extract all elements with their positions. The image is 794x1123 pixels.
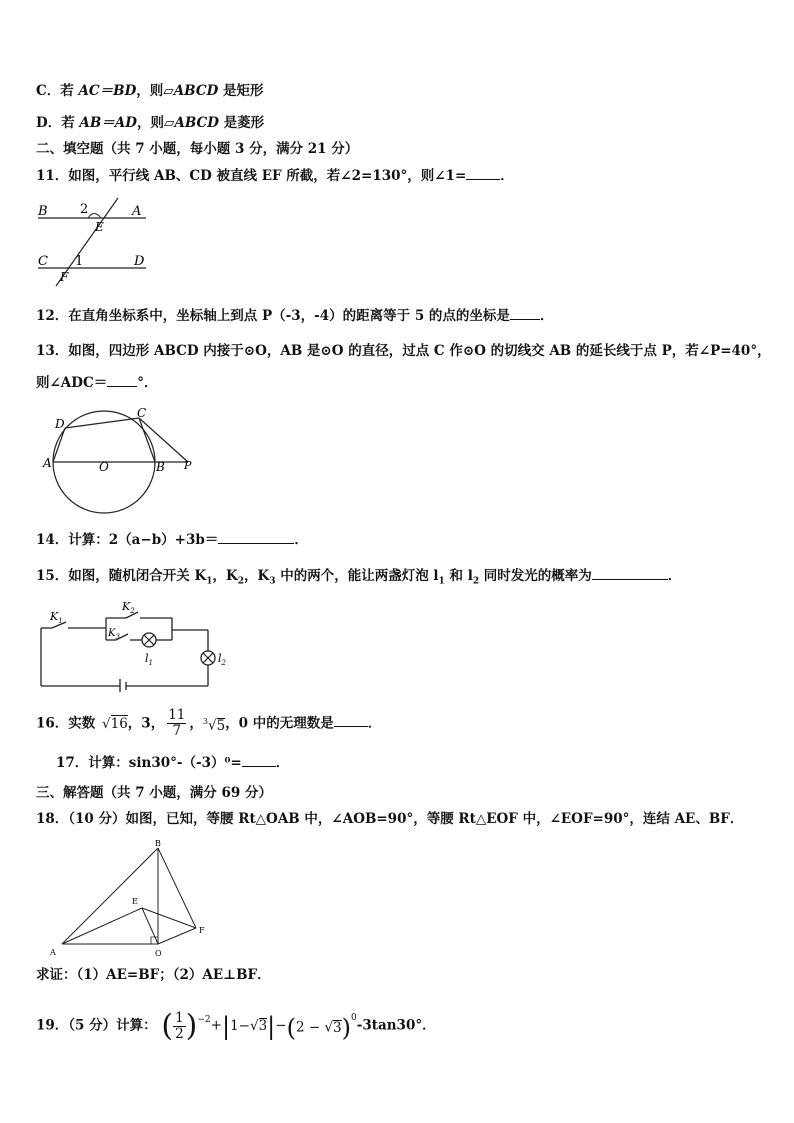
question-13-cont	[36, 373, 158, 392]
q14-text: 14．计算：2（a−b）+3b＝	[36, 532, 219, 548]
q15-sub-1: 1	[206, 576, 213, 587]
option-c-mid: ，则▱	[136, 83, 174, 99]
label-d: D	[134, 254, 145, 269]
q14-answer-blank[interactable]	[218, 530, 294, 544]
label-k1: $K_1$	[50, 610, 63, 625]
angle-2-arc	[88, 214, 101, 219]
q16-sep2: ，	[189, 715, 203, 732]
q15-text-e: 和 l	[444, 568, 473, 584]
q16-sep1: ，3，	[127, 715, 165, 732]
label-d: D	[55, 417, 65, 431]
question-18	[36, 810, 743, 828]
option-d-shape: ABCD	[174, 115, 219, 131]
q17-end: ．	[275, 755, 290, 771]
q16-frac-den: 7	[172, 723, 182, 740]
segment-ab	[62, 848, 158, 944]
q16-fraction	[167, 708, 186, 739]
label-f: F	[199, 926, 205, 935]
label-o: O	[155, 949, 162, 958]
q16-sqrt-arg: 16	[110, 715, 128, 732]
q19-abs-root: 3	[258, 1017, 268, 1034]
option-c-math: AC＝BD	[78, 83, 137, 99]
label-b: B	[38, 204, 48, 219]
q19-exp-zero: 0	[351, 1013, 357, 1023]
q16-answer-blank[interactable]	[334, 713, 368, 727]
label-l1: $l_1$	[145, 652, 153, 667]
option-d-math: AB＝AD	[79, 115, 137, 131]
label-a: A	[43, 456, 52, 470]
q12-text: 12．在直角坐标系中，坐标轴上到点 P（-3，-4）的距离等于 5 的点的坐标是	[36, 308, 510, 324]
q19-exp-neg2: −2	[197, 1015, 211, 1025]
q19-prefix: 19．（5 分）计算：	[36, 1017, 157, 1034]
q15-sub-2: 2	[237, 576, 244, 587]
q16-cbrt-arg: 5	[216, 717, 226, 734]
q19-paren-half: ( $\frac{1}{2}$ )$^{-2}$	[161, 1008, 211, 1044]
question-12	[36, 306, 553, 325]
label-1: 1	[75, 254, 84, 269]
question-16	[36, 701, 381, 743]
label-k3: $K_3$	[108, 628, 120, 641]
q19-par-root: 3	[333, 1019, 342, 1036]
label-l2: $l_2$	[218, 652, 226, 667]
option-d-mid: ，则▱	[137, 115, 175, 131]
q11-figure	[32, 196, 152, 288]
label-b: B	[156, 460, 165, 474]
q16-cbrt-index: 3	[202, 717, 208, 726]
q13-answer-blank[interactable]	[107, 373, 137, 387]
label-b: B	[155, 839, 161, 848]
label-a: A	[132, 204, 142, 219]
q16-suffix: ，0 中的无理数是	[225, 715, 334, 732]
option-c-suffix: 是矩形	[218, 83, 264, 99]
q15-text-f: 同时发光的概率为	[479, 568, 592, 584]
q15-text-b: ，K	[212, 568, 238, 584]
q15-answer-blank[interactable]	[592, 566, 668, 580]
q11-end: ．	[500, 168, 514, 184]
option-d-prefix: D．若	[36, 115, 80, 131]
q15-sub-3: 3	[269, 576, 276, 587]
q13-figure	[38, 404, 198, 514]
label-o: O	[99, 460, 109, 474]
q13-text: 13．如图，四边形 ABCD 内接于⊙O，AB 是⊙O 的直径，过点 C 作⊙O 的切线交 AB 的延长线于点 P，若∠P=40°，	[36, 343, 771, 359]
q19-abs-a: 1−	[230, 1017, 250, 1034]
q19-suffix: -3tan30°．	[356, 1017, 436, 1034]
section-3-heading: 三、解答题（共 7 小题，满分 69 分）	[36, 785, 272, 801]
question-13	[36, 342, 771, 360]
segment-ad	[53, 428, 65, 462]
q15-text-c: ，K	[244, 568, 270, 584]
q19-plus: +	[210, 1017, 222, 1034]
q12-end: ．	[539, 308, 554, 324]
q11-answer-blank[interactable]	[466, 166, 500, 180]
q19-half-num: 1	[175, 1010, 184, 1026]
question-14	[36, 530, 308, 549]
q15-sub-5: 2	[472, 576, 480, 587]
question-15	[36, 566, 681, 591]
q11-text: 11．如图，平行线 AB、CD 被直线 EF 所截，若∠2=130°，则∠1=	[36, 168, 467, 184]
question-11	[36, 166, 514, 185]
q16-sqrt: √16	[102, 715, 128, 732]
q15-end: ．	[667, 568, 682, 584]
question-19	[36, 1003, 436, 1045]
option-c	[36, 82, 263, 100]
q19-minus: −	[275, 1017, 287, 1034]
q17-text: 17．计算：sin30°-（-3）⁰=	[56, 755, 242, 771]
q14-end: ．	[294, 532, 308, 548]
question-17	[56, 753, 289, 772]
label-e: E	[95, 220, 104, 234]
label-2: 2	[80, 202, 89, 217]
label-k2: $K_2$	[122, 600, 135, 615]
label-f: F	[60, 270, 69, 284]
section-2-heading: 二、填空题（共 7 小题，每小题 3 分，满分 21 分）	[36, 141, 359, 157]
q16-frac-num: 11	[168, 707, 186, 724]
q15-sub-4: 1	[438, 576, 445, 587]
label-e: E	[132, 897, 138, 906]
label-c: C	[38, 254, 48, 269]
q19-paren-zero: $(2 - √3)^0$	[286, 1013, 357, 1042]
q18-figure	[44, 836, 214, 960]
option-c-shape: ABCD	[173, 83, 219, 99]
q12-answer-blank[interactable]	[510, 306, 540, 320]
q16-end: ．	[367, 715, 382, 732]
q19-abs: |1−√3|	[221, 1012, 276, 1041]
q16-prefix: 16．实数	[36, 715, 96, 732]
option-c-prefix: C．若	[36, 83, 79, 99]
label-c: C	[137, 406, 147, 420]
segment-of	[158, 928, 196, 944]
q19-par-a: 2 −	[295, 1019, 325, 1036]
q17-answer-blank[interactable]	[242, 753, 276, 767]
segment-ae	[62, 908, 142, 944]
question-18-proof: 求证：（1）AE=BF；（2）AE⊥BF．	[36, 967, 271, 983]
q15-text-a: 15．如图，随机闭合开关 K	[36, 568, 207, 584]
q13-text2: 则∠ADC＝	[36, 375, 108, 391]
q16-cbrt: $^3$√5	[202, 717, 226, 734]
option-d-suffix: 是菱形	[218, 115, 265, 131]
segment-cp	[139, 418, 188, 462]
label-a: A	[50, 948, 56, 957]
label-p: P	[184, 459, 192, 472]
q15-text-d: 中的两个，能让两盏灯泡 l	[275, 568, 439, 584]
option-d	[36, 114, 264, 132]
q15-circuit-figure	[38, 598, 234, 692]
q19-half-den: 2	[175, 1026, 184, 1042]
q13-end: °．	[137, 375, 158, 391]
q18-text: 18．（10 分）如图，已知，等腰 Rt△OAB 中，∠AOB=90°，等腰 Rt△EOF 中，∠EOF=90°，连结 AE、BF．	[36, 811, 744, 827]
